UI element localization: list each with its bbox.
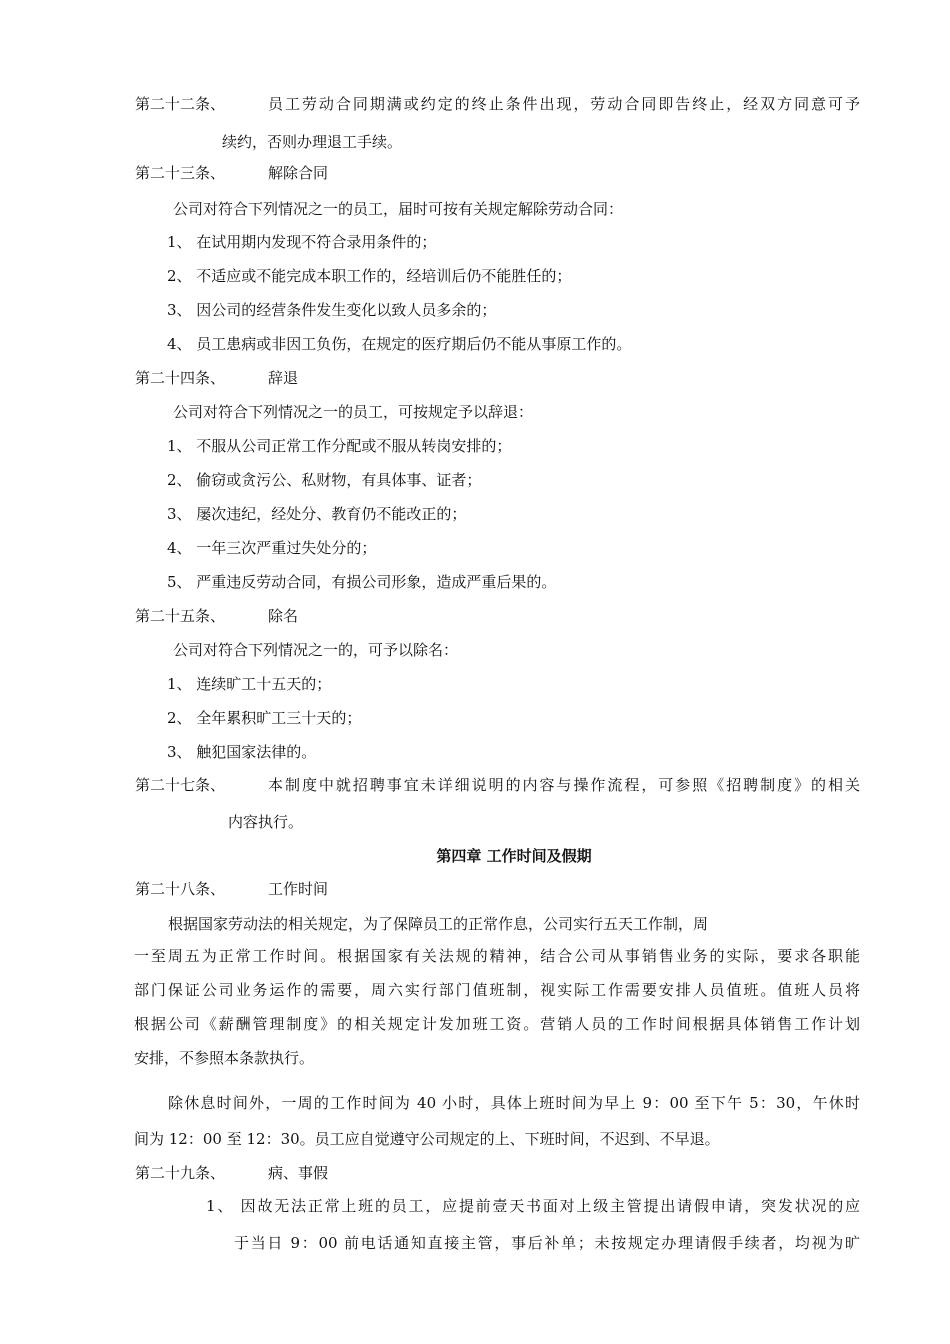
article-24-item: 5、 严重违反劳动合同，有损公司形象，造成严重后果的。 <box>167 573 557 591</box>
article-23-item: 1、 在试用期内发现不符合录用条件的； <box>167 233 437 251</box>
article-28-para-1-line: 部门保证公司业务运作的需要，周六实行部门值班制，视实际工作需要安排人员值班。值班人员将 <box>134 981 860 999</box>
article-22-number: 第二十二条、 <box>135 95 226 113</box>
article-25-title: 除名 <box>268 607 299 625</box>
article-24-item: 4、 一年三次严重过失处分的； <box>167 539 377 557</box>
article-25-item: 3、 触犯国家法律的。 <box>167 743 317 761</box>
article-23-item: 3、 因公司的经营条件发生变化以致人员多余的； <box>167 301 497 319</box>
article-28-para-1-line: 一至周五为正常工作时间。根据国家有关法规的精神，结合公司从事销售业务的实际，要求各职能 <box>134 947 860 965</box>
article-23-item: 4、 员工患病或非因工负伤，在规定的医疗期后仍不能从事原工作的。 <box>167 335 632 353</box>
article-29-item-1-line-1: 1、 因故无法正常上班的员工，应提前壹天书面对上级主管提出请假申请，突发状况的应 <box>206 1197 860 1215</box>
article-29-number: 第二十九条、 <box>135 1164 226 1182</box>
article-28-title: 工作时间 <box>268 880 329 898</box>
article-22-line-2: 续约，否则办理退工手续。 <box>222 133 403 151</box>
article-29-title: 病、事假 <box>268 1164 329 1182</box>
article-27-number: 第二十七条、 <box>135 776 226 794</box>
article-24-title: 辞退 <box>268 369 299 387</box>
article-23-item: 2、 不适应或不能完成本职工作的，经培训后仍不能胜任的； <box>167 267 572 285</box>
article-25-intro: 公司对符合下列情况之一的，可予以除名： <box>173 641 459 659</box>
article-24-item: 1、 不服从公司正常工作分配或不服从转岗安排的； <box>167 437 512 455</box>
article-25-item: 1、 连续旷工十五天的； <box>167 675 332 693</box>
article-24-item: 2、 偷窃或贪污公、私财物，有具体事、证者； <box>167 471 482 489</box>
article-27-line-1: 本制度中就招聘事宜未详细说明的内容与操作流程，可参照《招聘制度》的相关 <box>268 776 860 794</box>
article-28-number: 第二十八条、 <box>135 880 226 898</box>
article-28-para-2-line: 除休息时间外，一周的工作时间为 40 小时，具体上班时间为早上 9：00 至下午 5：30，午休时 <box>168 1094 860 1112</box>
article-23-number: 第二十三条、 <box>135 164 226 182</box>
article-24-number: 第二十四条、 <box>135 369 226 387</box>
article-23-title: 解除合同 <box>268 164 329 182</box>
article-25-number: 第二十五条、 <box>135 607 226 625</box>
chapter-heading: 第四章 工作时间及假期 <box>436 847 592 865</box>
article-28-para-1-line: 安排，不参照本条款执行。 <box>134 1049 315 1067</box>
article-23-intro: 公司对符合下列情况之一的员工，届时可按有关规定解除劳动合同： <box>173 200 624 218</box>
article-24-intro: 公司对符合下列情况之一的员工，可按规定予以辞退： <box>173 403 534 421</box>
article-29-item-1-line-2: 于当日 9：00 前电话通知直接主管，事后补单；未按规定办理请假手续者，均视为旷 <box>234 1234 860 1252</box>
article-24-item: 3、 屡次违纪，经处分、教育仍不能改正的； <box>167 505 467 523</box>
article-25-item: 2、 全年累积旷工三十天的； <box>167 709 362 727</box>
article-28-para-2-line: 间为 12：00 至 12：30。员工应自觉遵守公司规定的上、下班时间，不迟到、不早退。 <box>134 1130 720 1148</box>
article-27-line-2: 内容执行。 <box>228 813 304 831</box>
article-22-line-1: 员工劳动合同期满或约定的终止条件出现，劳动合同即告终止，经双方同意可予 <box>268 95 860 113</box>
article-28-para-1-line: 根据国家劳动法的相关规定，为了保障员工的正常作息，公司实行五天工作制，周 <box>168 915 709 933</box>
article-28-para-1-line: 根据公司《薪酬管理制度》的相关规定计发加班工资。营销人员的工作时间根据具体销售工作计划 <box>134 1015 860 1033</box>
